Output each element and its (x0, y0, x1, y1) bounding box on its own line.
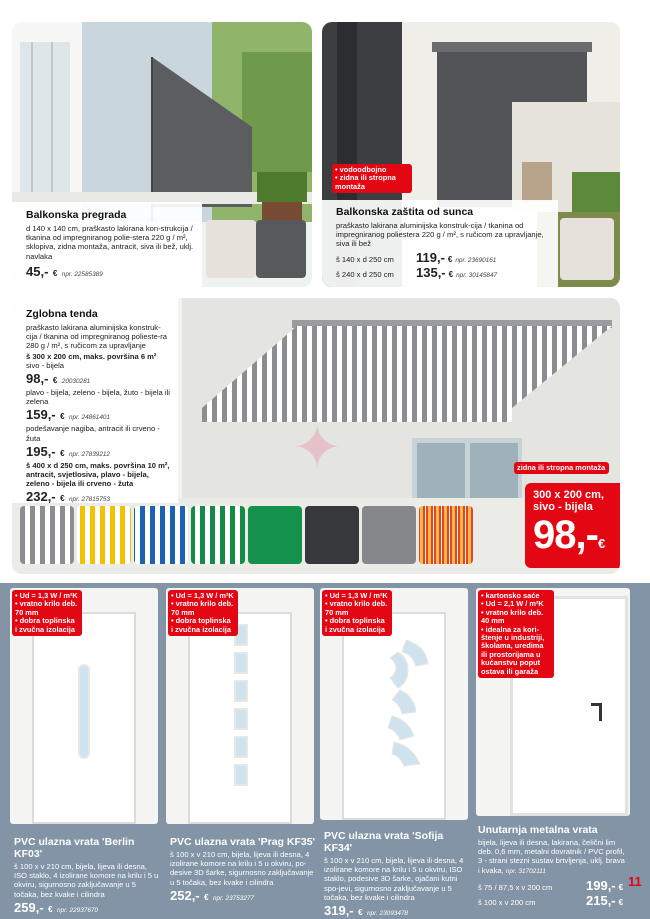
product-title: Balkonska zaštita od sunca (336, 206, 474, 218)
article-number: npr. 23753277 (213, 894, 254, 902)
swatch-anthracite (305, 506, 359, 564)
article-number: npr. 27815753 (69, 496, 110, 504)
currency: € (618, 882, 624, 892)
swatch-blue-white (134, 506, 188, 564)
product-title: Unutarnja metalna vrata (478, 824, 598, 836)
berlin-info (14, 836, 160, 917)
badge-item: • dobra toplinska i zvučna izolacija (325, 617, 388, 634)
door-glass (234, 708, 248, 730)
product-price: 135,- (416, 264, 446, 280)
badge-item: • Ud = 1,3 W / m²K (15, 592, 78, 600)
product-price: 252,- (170, 887, 200, 903)
door-frame (342, 612, 446, 820)
swatch-beige (206, 220, 256, 278)
product-desc: š 100 x v 210 cm, bijela, lijeva ili desna, 4 izolirane komore na krilu i 5 u okviru, ISO staklo, podesive 3D šarke, ojačani kutni spo-jevi, sigurnosno zaključavanje u 5 točaka, bez kvake i cilindra (324, 856, 464, 902)
sofija-badges (322, 590, 392, 636)
prag-info (170, 836, 316, 905)
badge-item: • vodoodbojno (335, 166, 408, 174)
size-option: š 75 / 87,5 x v 200 cm (478, 882, 553, 892)
product-price: 259,- (14, 899, 44, 915)
product-price: 319,- (324, 903, 354, 919)
swatch-green (248, 506, 302, 564)
badge-item: • zidna ili stropna montaža (335, 174, 408, 191)
swatch-yellow-white (77, 506, 131, 564)
currency: € (52, 376, 58, 386)
article-number: npr. 24861401 (69, 414, 110, 422)
product-card-pregrada (12, 22, 312, 287)
tenda-info (12, 298, 178, 503)
door-handle (591, 703, 601, 706)
pregrada-info (12, 202, 202, 287)
product-price: 199,- (586, 877, 616, 893)
product-price: 232,- (26, 489, 56, 505)
currency: € (52, 268, 58, 278)
size-option: š 100 x v 200 cm (478, 897, 536, 907)
promo-box (525, 483, 620, 568)
swatch-gray-white (20, 506, 74, 564)
product-desc: praškasto lakirana aluminijska konstruk-cija / tkanina od impregniranog polieste-ra 280 g / m², s ručicom za upravljanje (26, 323, 167, 351)
badge-item: • idealna za kori-štenje u industriji, školama, uredima ili prostorijama u kućanstvu poput ostava ili garaža (481, 626, 550, 676)
variant: sivo - bijela (26, 360, 64, 370)
promo-size: 300 x 200 cm, (533, 489, 604, 501)
swatch-beige (560, 218, 614, 280)
product-desc: d 140 x 140 cm, praškasto lakirana kon-strukcija / tkanina od impregniranog polie-stera 220 g / m², sklopiva, zidna montaža, antracit, siva ili bež, uklj. navlaka (26, 224, 194, 261)
sunca-badges (332, 164, 412, 193)
door-frame (188, 612, 292, 824)
size-option: š 140 x d 250 cm (336, 254, 394, 264)
badge-item: • Ud = 2,1 W / m²K (481, 600, 550, 608)
tenda-color-swatches (20, 506, 516, 566)
product-price: 195,- (26, 443, 56, 459)
badge-item: • dobra toplinska i zvučna izolacija (15, 617, 78, 634)
product-desc: bijela, lijeva ili desna, lakirana, čelični lim deb. 0,6 mm, metalni dovratnik / PVC profil, 3 - strani stezni sustav brtvljenja, uklj. brava i kvaka (478, 838, 625, 875)
mount-tag: zidna ili stropna montaža (514, 462, 609, 474)
article-number: npr. 23690161 (455, 256, 497, 264)
berlin-badges (12, 590, 82, 636)
currency: € (618, 897, 624, 907)
door-frame (32, 612, 136, 824)
promo-price: 98,- (533, 513, 598, 557)
badge-item: • kartonsko saće (481, 592, 550, 600)
svg-text:✦: ✦ (292, 414, 343, 481)
badge-item: • Ud = 1,3 W / m²K (325, 592, 388, 600)
currency: € (204, 892, 209, 902)
currency: € (60, 494, 65, 504)
badge-item: • vratno krilo deb. 40 mm (481, 609, 550, 626)
door-glass (234, 680, 248, 702)
metal-info: Unutarnja metalna vrata bijela, lijeva ili desna, lakirana, čelični lim deb. 0,6 mm, metalni dovratnik / PVC profil, 3 - strani stezni sustav brtvljenja, uklj. brava i kvaka, npr. 31702111 š 75 / 87,5 x v 200 cm 199,- € š 100 x v 200 cm 215,- € (478, 824, 628, 908)
sunca-info (322, 200, 558, 287)
product-desc: praškasto lakirana aluminijska konstruk-cija / tkanina od impregniranog poliestera 220 g / m², s ručicom za upravljanje, siva ili bež (336, 221, 544, 249)
currency: € (60, 412, 65, 422)
badge-item: • vratno krilo deb. 70 mm (171, 600, 234, 617)
door-glass (78, 664, 90, 759)
product-title: PVC ulazna vrata 'Prag KF35' (170, 836, 316, 848)
badge-item: • dobra toplinska i zvučna izolacija (171, 617, 234, 634)
swatch-red-yellow (419, 506, 473, 564)
product-card-zastita-sunca (322, 22, 620, 287)
size-option: š 300 x 200 cm, maks. površina 6 m² (26, 351, 157, 361)
page-number: 11 (628, 874, 642, 889)
size-option: š 400 x d 250 cm, maks. površina 10 m², antracit, svjetlosiva, plavo - bijela, zeleno - bijela ili crveno - žuta (26, 460, 170, 489)
badge-item: • vratno krilo deb. 70 mm (325, 600, 388, 617)
variant: plavo - bijela, zeleno - bijela, žuto - bijela ili zelena (26, 388, 170, 407)
currency: € (48, 904, 53, 914)
metal-badges (478, 590, 554, 678)
swatch-light-gray (362, 506, 416, 564)
badge-item: • Ud = 1,3 W / m²K (171, 592, 234, 600)
promo-currency: € (597, 536, 606, 551)
article-number: npr. 30145847 (456, 271, 498, 279)
swatch-green-white (191, 506, 245, 564)
swatch-anthracite (256, 220, 306, 278)
product-desc: š 100 x v 210 cm, bijela, lijeva ili desna, 4 izolirane komore na krilu i 5 u okviru, po-desive 3D šarke, sigurnosno zaključavanje u 5 točaka, bez kvake i cilindra (170, 850, 314, 887)
article-number: npr. 22585389 (61, 270, 103, 278)
product-title: Balkonska pregrada (26, 209, 127, 221)
product-title: PVC ulazna vrata 'Sofija KF34' (324, 830, 444, 854)
prag-badges (168, 590, 238, 636)
variant: podešavanje nagiba, antracit ili crveno - žuta (26, 424, 160, 443)
product-price: 215,- (586, 892, 616, 908)
door-glass (234, 736, 248, 758)
product-title: Zglobna tenda (26, 308, 98, 320)
product-card-zglobna-tenda (12, 298, 620, 574)
article-number: npr. 22937670 (57, 906, 98, 914)
article-number: npr. 31702111 (505, 867, 546, 875)
size-option: š 240 x d 250 cm (336, 269, 394, 279)
product-price: 119,- (416, 249, 445, 265)
door-glass (234, 652, 248, 674)
currency: € (358, 908, 363, 918)
currency: € (447, 254, 453, 264)
currency: € (60, 448, 65, 458)
product-price: 159,- (26, 407, 56, 423)
product-price: 98,- (26, 371, 49, 387)
sofija-info (324, 830, 470, 919)
currency: € (448, 269, 454, 279)
badge-item: • vratno krilo deb. 70 mm (15, 600, 78, 617)
product-title: PVC ulazna vrata 'Berlin KF03' (14, 836, 135, 860)
article-number: npr. 23093478 (367, 910, 408, 918)
product-price: 45,- (26, 263, 49, 279)
door-glass (234, 764, 248, 786)
product-desc: š 100 x v 210 cm, bijela, lijeva ili desna, ISO staklo, 4 izolirane komore na krilu i 5 u okviru, sigurnosno zaključavanje u 5 točaka, bez kvake i cilindra (14, 862, 159, 899)
article-number: 20030281 (61, 378, 91, 386)
promo-variant: sivo - bijela (533, 501, 593, 513)
article-number: npr. 27839212 (69, 450, 110, 458)
